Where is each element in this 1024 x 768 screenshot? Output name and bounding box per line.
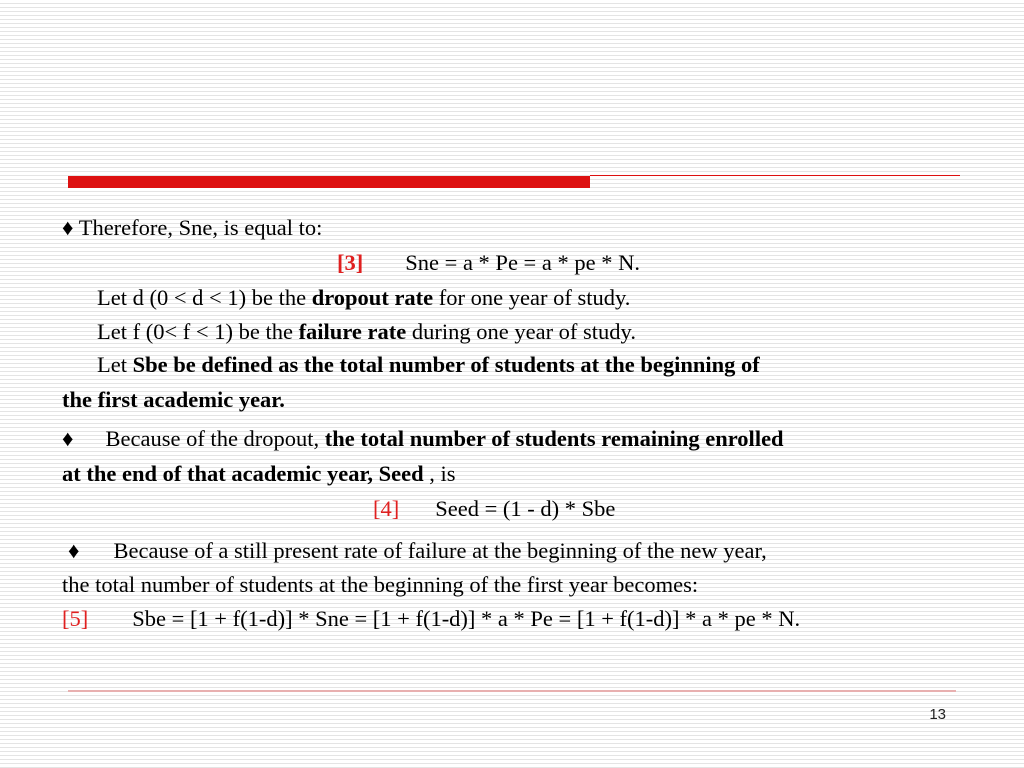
equation-4 xyxy=(373,495,615,523)
line-therefore xyxy=(62,214,322,242)
line-failure-bullet xyxy=(68,537,767,565)
title-divider-thick xyxy=(68,176,590,188)
line-sbe-bold: Sbe be defined as the total number of students at the beginning of xyxy=(132,352,760,377)
equation-formula: Sne = a * Pe = a * pe * N. xyxy=(405,250,640,275)
term-dropout-rate: dropout rate xyxy=(311,285,434,310)
line-dropout-bullet-pre: Because of the dropout, xyxy=(105,426,325,451)
footer-divider xyxy=(68,690,956,692)
line-seed-bold: at the end of that academic year, Seed xyxy=(62,461,424,486)
line-seed-post: , is xyxy=(423,461,456,486)
line-becomes-text: the total number of students at the beginning of the first year becomes: xyxy=(62,572,699,597)
equation-formula: Sbe = [1 + f(1-d)] * Sne = [1 + f(1-d)] * a * Pe = [1 + f(1-d)] * a * pe * N. xyxy=(132,606,801,631)
title-divider-thin xyxy=(590,175,960,176)
line-dropout-pre: Let d (0 < d < 1) be the xyxy=(97,285,312,310)
diamond-bullet-icon: ♦ xyxy=(62,426,74,451)
diamond-bullet-icon: ♦ xyxy=(62,215,74,240)
page-number: 13 xyxy=(929,706,946,723)
line-sbe-continued xyxy=(62,386,285,414)
line-dropout-rate xyxy=(97,284,630,312)
line-failure-bullet-text: Because of a still present rate of failure at the beginning of the new year, xyxy=(113,538,767,563)
title-divider xyxy=(68,174,960,190)
line-seed xyxy=(62,460,456,488)
line-sbe-definition xyxy=(97,351,760,379)
diamond-bullet-icon: ♦ xyxy=(68,538,80,563)
line-dropout-bullet-bold: the total number of students remaining enrolled xyxy=(324,426,784,451)
line-failure-post: during one year of study. xyxy=(406,319,636,344)
equation-tag: [4] xyxy=(373,496,400,521)
line-sbe-pre: Let xyxy=(97,352,133,377)
equation-formula: Seed = (1 - d) * Sbe xyxy=(435,496,616,521)
line-failure-rate xyxy=(97,318,636,346)
equation-tag: [5] xyxy=(62,606,89,631)
equation-tag: [3] xyxy=(337,250,364,275)
equation-5 xyxy=(62,605,800,633)
line-sbe-continued-text: the first academic year. xyxy=(62,387,285,412)
equation-3 xyxy=(337,249,640,277)
line-dropout-post: for one year of study. xyxy=(433,285,631,310)
line-becomes xyxy=(62,571,698,599)
term-failure-rate: failure rate xyxy=(298,319,407,344)
line-dropout-bullet xyxy=(62,425,784,453)
line-therefore-text: Therefore, Sne, is equal to: xyxy=(73,215,323,240)
line-failure-pre: Let f (0< f < 1) be the xyxy=(97,319,299,344)
